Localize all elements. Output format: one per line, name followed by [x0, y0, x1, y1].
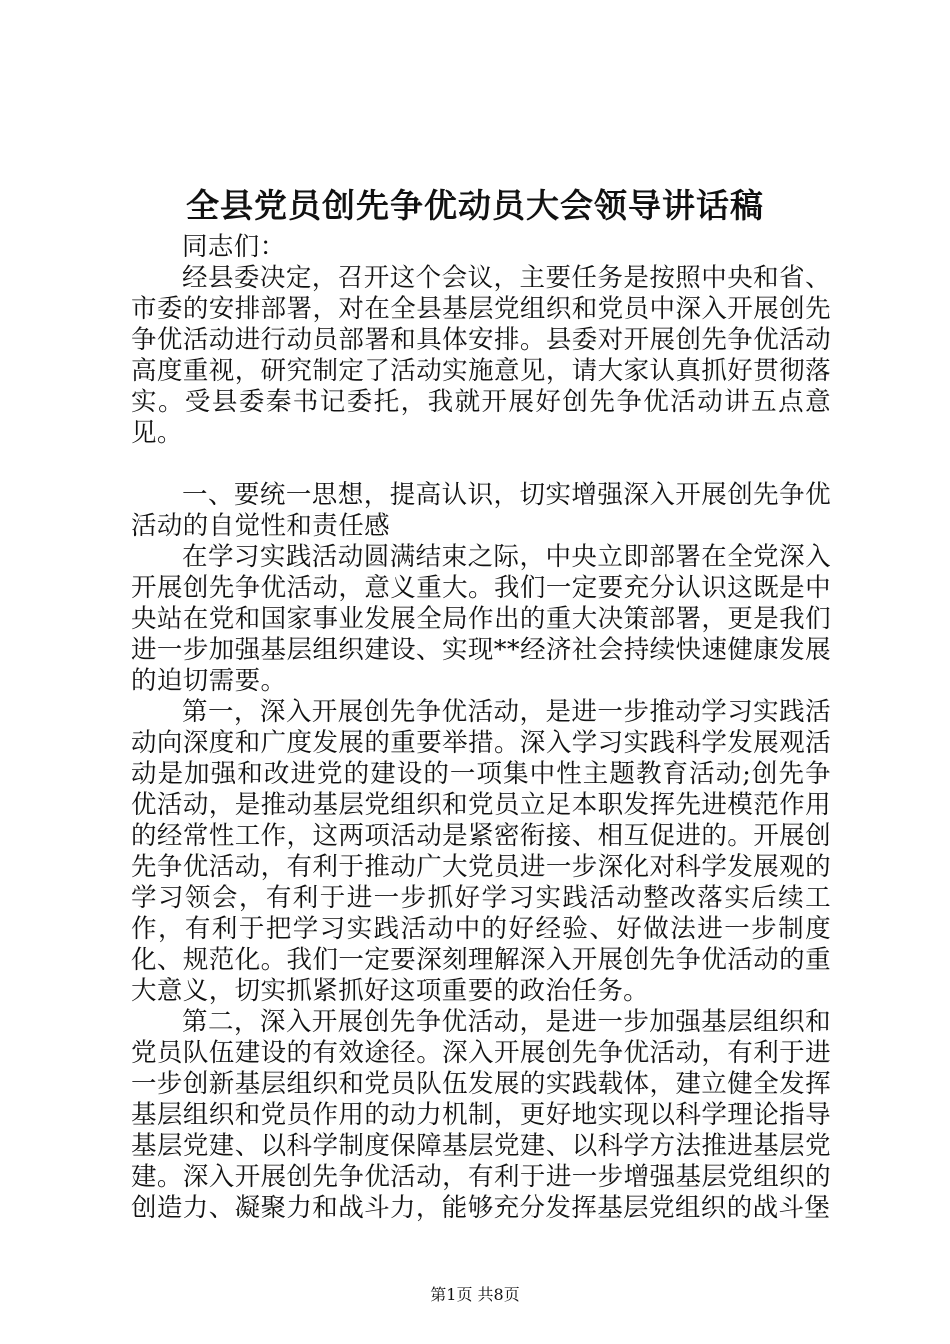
- paragraph-intro: 经县委决定，召开这个会议，主要任务是按照中央和省、市委的安排部署，对在全县基层党组织和党员中深入开展创先争优活动进行动员部署和具体安排。县委对开展创先争优活动高度重视，研究制定了活动实施意见，请大家认真抓好贯彻落实。受县委秦书记委托，我就开展好创先争优活动讲五点意见。: [131, 263, 831, 448]
- document-body: [131, 232, 831, 1224]
- page-number-footer: 第1页 共8页: [430, 1285, 520, 1304]
- document-title: 全县党员创先争优动员大会领导讲话稿: [186, 186, 764, 225]
- section-heading: 一、要统一思想，提高认识，切实增强深入开展创先争优活动的自觉性和责任感: [131, 480, 831, 541]
- paragraph: 第二，深入开展创先争优活动，是进一步加强基层组织和党员队伍建设的有效途径。深入开展创先争优活动，有利于进一步创新基层组织和党员队伍发展的实践载体，建立健全发挥基层组织和党员作用的动力机制，更好地实现以科学理论指导基层党建、以科学制度保障基层党建、以科学方法推进基层党建。深入开展创先争优活动，有利于进一步增强基层党组织的创造力、凝聚力和战斗力，能够充分发挥基层党组织的战斗堡: [131, 1007, 831, 1223]
- paragraph: 第一，深入开展创先争优活动，是进一步推动学习实践活动向深度和广度发展的重要举措。深入学习实践科学发展观活动是加强和改进党的建设的一项集中性主题教育活动;创先争优活动，是推动基层党组织和党员立足本职发挥先进模范作用的经常性工作，这两项活动是紧密衔接、相互促进的。开展创先争优活动，有利于推动广大党员进一步深化对科学发展观的学习领会，有利于进一步抓好学习实践活动整改落实后续工作，有利于把学习实践活动中的好经验、好做法进一步制度化、规范化。我们一定要深刻理解深入开展创先争优活动的重大意义，切实抓紧抓好这项重要的政治任务。: [131, 697, 831, 1006]
- paragraph: 在学习实践活动圆满结束之际，中央立即部署在全党深入开展创先争优活动，意义重大。我们一定要充分认识这既是中央站在党和国家事业发展全局作出的重大决策部署，更是我们进一步加强基层组织建设、实现**经济社会持续快速健康发展的迫切需要。: [131, 542, 831, 696]
- salutation: 同志们：: [182, 232, 286, 262]
